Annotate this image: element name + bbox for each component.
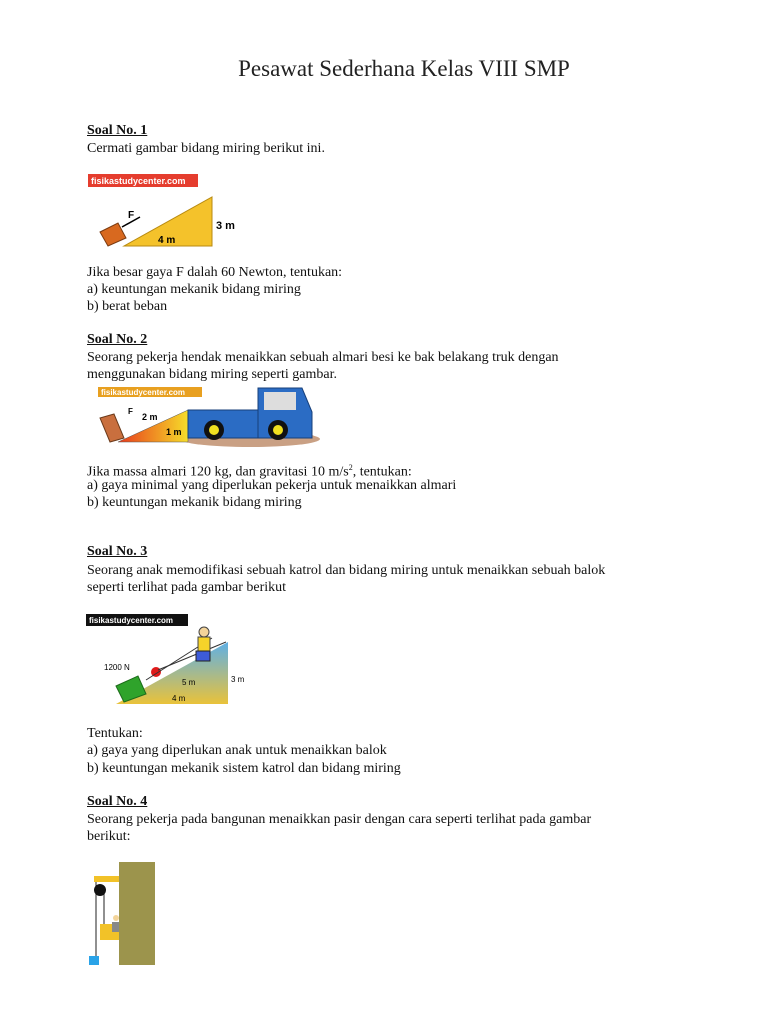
height-label: 3 m — [231, 675, 245, 684]
soal-2-question: Jika massa almari 120 kg, dan gravitasi 10 $m/s^2$, tentukan: — [87, 463, 412, 480]
height-label: 3 m — [216, 220, 235, 232]
child-legs — [196, 651, 210, 661]
building-wall — [119, 862, 155, 965]
sand-bucket — [89, 956, 99, 965]
height-label: 1 m — [166, 427, 182, 437]
base-label: 4 m — [172, 694, 186, 703]
soal-1-intro: Cermati gambar bidang miring berikut ini. — [87, 141, 325, 156]
soal-3-intro-line1: Seorang anak memodifikasi sebuah katrol dan bidang miring untuk menaikkan sebuah balok — [87, 563, 606, 578]
watermark-text: fisikastudycenter.com — [89, 616, 174, 625]
soal-1-option-b: b) berat beban — [87, 299, 168, 314]
watermark-text: fisikastudycenter.com — [101, 388, 186, 397]
soal-4-intro-line1: Seorang pekerja pada bangunan menaikkan pasir dengan cara seperti terlihat pada gambar — [87, 812, 592, 827]
soal-3-option-b: b) keuntungan mekanik sistem katrol dan bidang miring — [87, 761, 401, 776]
soal-3-heading: Soal No. 3 — [87, 544, 148, 559]
soal-2-heading: Soal No. 2 — [87, 332, 148, 347]
soal-2-intro-line2: menggunakan bidang miring seperti gambar. — [87, 367, 337, 382]
length-label: 2 m — [142, 412, 158, 422]
soal-2-option-b: b) keuntungan mekanik bidang miring — [87, 495, 302, 510]
worker-head — [113, 915, 119, 921]
soal-1-question: Jika besar gaya F dalah 60 Newton, tentukan: — [87, 265, 343, 280]
soal-3-option-a: a) gaya yang diperlukan anak untuk menaikkan balok — [87, 743, 387, 758]
soal-3-figure — [86, 612, 256, 708]
worker-body — [112, 922, 119, 932]
pulley — [94, 884, 106, 896]
page-title: Pesawat Sederhana Kelas VIII SMP — [238, 56, 570, 81]
upper-beam — [94, 876, 119, 882]
wardrobe — [100, 414, 124, 442]
watermark-text: fisikastudycenter.com — [91, 176, 186, 186]
soal-2-intro-line1: Seorang pekerja hendak menaikkan sebuah almari besi ke bak belakang truk dengan — [87, 350, 559, 365]
slope-label: 5 m — [182, 678, 196, 687]
soal-1-option-a: a) keuntungan mekanik bidang miring — [87, 282, 301, 297]
truck-window — [264, 392, 296, 410]
child-head — [199, 627, 209, 637]
soal-3-intro-line2: seperti terlihat pada gambar berikut — [87, 580, 287, 595]
soal-2-figure — [90, 384, 320, 454]
force-label: F — [128, 210, 135, 221]
soal-3-question: Tentukan: — [87, 726, 143, 741]
base-label: 4 m — [158, 235, 176, 246]
soal-1-heading: Soal No. 1 — [87, 123, 148, 138]
soal-4-intro-line2: berikut: — [87, 829, 131, 844]
soal-1-figure — [88, 172, 248, 252]
child-body — [198, 637, 210, 651]
soal-2-option-a: a) gaya minimal yang diperlukan pekerja untuk menaikkan almari — [87, 478, 457, 493]
load-label: 1200 N — [104, 663, 130, 672]
soal-4-heading: Soal No. 4 — [87, 794, 148, 809]
soal-4-figure — [86, 860, 158, 968]
force-label: F — [128, 407, 133, 416]
